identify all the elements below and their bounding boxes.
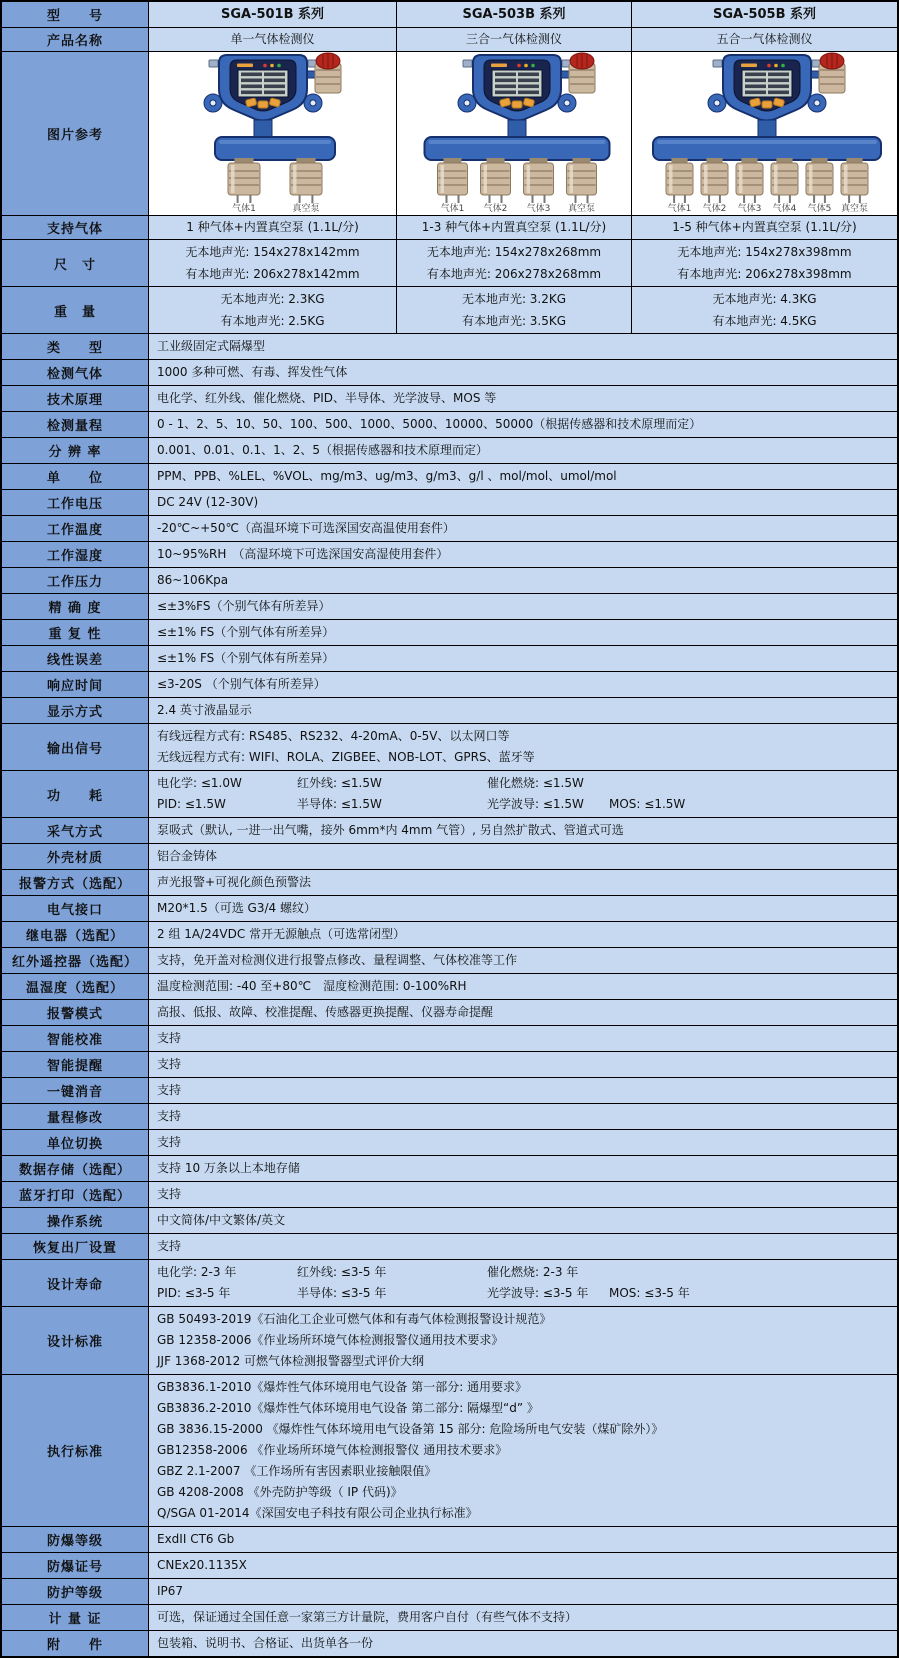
sensor-label: 真空泵: [292, 204, 320, 213]
spec-row: [2, 1604, 897, 1630]
spec-row: [2, 1630, 897, 1656]
row-label: 智能提醒: [2, 1052, 148, 1077]
alarm-beacon-icon: [569, 53, 595, 93]
row-label: 一键消音: [2, 1078, 148, 1103]
product-image: [150, 51, 396, 216]
product-image-cell: [148, 52, 396, 215]
bolt: [713, 60, 722, 67]
alarm-beacon-icon: [315, 53, 341, 93]
spec-row: [2, 593, 897, 619]
spec-row: [2, 1181, 897, 1207]
spec-value-cell: 声光报警+可视化颜色预警法: [148, 870, 897, 895]
spec-value-cell: M20*1.5（可选 G3/4 螺纹）: [148, 896, 897, 921]
model-name-cell: SGA-503B 系列: [396, 2, 631, 27]
row-label: 产品名称: [2, 28, 148, 51]
spec-row: [2, 239, 897, 286]
spec-value-cell: GB 50493-2019《石油化工企业可燃气体和有毒气体检测报警设计规范》 GB 12358-2006《作业场所环境气体检测报警仪通用技术要求》 JJF 1368-2012 可燃气体检测报警器型式评价大纲: [148, 1307, 897, 1374]
sensor-cylinder: [771, 158, 798, 213]
sensor-cylinder: [481, 158, 511, 213]
lcd-screen: [492, 70, 542, 97]
spec-row: [2, 1025, 897, 1051]
bolt: [463, 60, 472, 67]
row-label: 单 位: [2, 464, 148, 489]
led-green: [531, 64, 535, 68]
spec-value-cell: 无本地声光: 3.2KG 有本地声光: 3.5KG: [396, 287, 631, 333]
spec-value-cell: ≤±1% FS（个别气体有所差异）: [148, 620, 897, 645]
spec-value-segment: MOS: ≤3-5 年: [609, 1286, 690, 1300]
sensor-cylinder: [524, 158, 554, 213]
spec-value-cell: 可选，保证通过全国任意一家第三方计量院，费用客户自付（有些气体不支持）: [148, 1605, 897, 1630]
spec-row: [2, 869, 897, 895]
spec-value-cell: 86~106Kpa: [148, 568, 897, 593]
row-label: 精 确 度: [2, 594, 148, 619]
spec-row: [2, 1155, 897, 1181]
spec-row: [2, 541, 897, 567]
spec-value-cell: 1000 多种可燃、有毒、挥发性气体: [148, 360, 897, 385]
led-red: [517, 64, 521, 68]
sensor-cylinder: [228, 158, 260, 213]
spec-value-cell: 中文简体/中文繁体/英文: [148, 1208, 897, 1233]
spec-row: [2, 895, 897, 921]
spec-row: [2, 619, 897, 645]
row-label: 工作压力: [2, 568, 148, 593]
spec-value-cell: 五合一气体检测仪: [631, 28, 897, 51]
row-label: 工作湿度: [2, 542, 148, 567]
sensor-cylinder: [567, 158, 597, 213]
spec-value-cell: 三合一气体检测仪: [396, 28, 631, 51]
row-label: 执行标准: [2, 1375, 148, 1526]
spec-row: [2, 215, 897, 239]
gas-detector-illustration: [633, 51, 897, 213]
spec-value-cell: -20℃~+50℃（高温环境下可选深国安高温使用套件）: [148, 516, 897, 541]
row-label: 继电器（选配）: [2, 922, 148, 947]
sensor-label: 气体3: [526, 204, 551, 213]
row-label: 图片参考: [2, 52, 148, 215]
product-image: [398, 51, 631, 216]
row-label: 恢复出厂设置: [2, 1234, 148, 1259]
spec-value-cell: 支持: [148, 1026, 897, 1051]
spec-value-segment: 半导体: ≤1.5W: [297, 797, 382, 811]
spec-value-segment: 电化学: ≤1.0W: [157, 776, 242, 790]
spec-value-cell: 支持，免开盖对检测仪进行报警点修改、量程调整、气体校准等工作: [148, 948, 897, 973]
spec-row: [2, 1077, 897, 1103]
led-green: [277, 64, 281, 68]
row-label: 附 件: [2, 1631, 148, 1656]
spec-row: [2, 947, 897, 973]
spec-row: [2, 697, 897, 723]
spec-value-cell: 无本地声光: 2.3KG 有本地声光: 2.5KG: [148, 287, 396, 333]
sensor-manifold: [215, 137, 335, 160]
row-label: 采气方式: [2, 818, 148, 843]
sensor-label: 气体2: [702, 204, 727, 213]
row-label: 报警方式（选配）: [2, 870, 148, 895]
spec-row: [2, 27, 897, 51]
product-image-cell: [631, 52, 897, 215]
spec-value-cell: 无本地声光: 154x278x142mm 有本地声光: 206x278x142mm: [148, 240, 396, 286]
spec-value-cell: 10~95%RH （高湿环境下可选深国安高湿使用套件）: [148, 542, 897, 567]
row-label: 检测气体: [2, 360, 148, 385]
spec-row: [2, 973, 897, 999]
spec-value-cell: DC 24V (12-30V): [148, 490, 897, 515]
spec-row: [2, 1129, 897, 1155]
led-yellow: [774, 64, 778, 68]
spec-row: [2, 723, 897, 770]
sensor-label: 气体4: [772, 204, 797, 213]
spec-value-cell: CNEx20.1135X: [148, 1553, 897, 1578]
product-image-cell: [396, 52, 631, 215]
spec-row: [2, 51, 897, 215]
spec-row: [2, 671, 897, 697]
lcd-screen: [742, 70, 792, 97]
row-label: 检测量程: [2, 412, 148, 437]
lcd-screen: [238, 70, 288, 97]
row-label: 计 量 证: [2, 1605, 148, 1630]
alarm-beacon-icon: [819, 53, 845, 93]
row-label: 重 复 性: [2, 620, 148, 645]
led-red: [767, 64, 771, 68]
model-name-cell: SGA-505B 系列: [631, 2, 897, 27]
spec-value-cell: 支持: [148, 1182, 897, 1207]
gas-detector-illustration: [150, 51, 396, 213]
spec-value-segment: 催化燃烧: 2-3 年: [487, 1265, 579, 1279]
spec-row: [2, 567, 897, 593]
row-label: 类 型: [2, 334, 148, 359]
sensor-label: 真空泵: [840, 204, 869, 213]
spec-value-cell: 温度检测范围: -40 至+80℃ 湿度检测范围: 0-100%RH: [148, 974, 897, 999]
spec-value-cell: 支持: [148, 1104, 897, 1129]
spec-value-cell: ExdII CT6 Gb: [148, 1527, 897, 1552]
spec-value-segment: PID: ≤1.5W: [157, 797, 226, 811]
row-label: 报警模式: [2, 1000, 148, 1025]
row-label: 量程修改: [2, 1104, 148, 1129]
spec-value-cell: 支持 10 万条以上本地存储: [148, 1156, 897, 1181]
row-label: 设计标准: [2, 1307, 148, 1374]
spec-row: [2, 1578, 897, 1604]
row-label: 工作温度: [2, 516, 148, 541]
spec-value-cell: 无本地声光: 154x278x268mm 有本地声光: 206x278x268mm: [396, 240, 631, 286]
sensor-cylinder: [806, 158, 833, 213]
spec-value-cell: 2.4 英寸液晶显示: [148, 698, 897, 723]
spec-value-cell: 无本地声光: 154x278x398mm 有本地声光: 206x278x398mm: [631, 240, 897, 286]
sensor-label: 气体3: [737, 204, 762, 213]
spec-value-cell: 包装箱、说明书、合格证、出货单各一份: [148, 1631, 897, 1656]
row-label: 红外遥控器（选配）: [2, 948, 148, 973]
model-name-cell: SGA-501B 系列: [148, 2, 396, 27]
row-label: 外壳材质: [2, 844, 148, 869]
spec-value-cell: [148, 1260, 897, 1306]
spec-row: [2, 1051, 897, 1077]
spec-value-cell: 支持: [148, 1234, 897, 1259]
sensor-label: 气体2: [483, 204, 508, 213]
spec-value-segment: PID: ≤3-5 年: [157, 1286, 231, 1300]
spec-value-segment: 半导体: ≤3-5 年: [297, 1286, 387, 1300]
row-label: 分 辨 率: [2, 438, 148, 463]
spec-value-cell: ≤±1% FS（个别气体有所差异）: [148, 646, 897, 671]
spec-row: [2, 286, 897, 333]
sensor-cylinder: [841, 158, 868, 213]
spec-row: [2, 1526, 897, 1552]
spec-value-cell: 2 组 1A/24VDC 常开无源触点（可选常闭型）: [148, 922, 897, 947]
spec-row: [2, 770, 897, 817]
spec-value-cell: 有线远程方式有: RS485、RS232、4-20mA、0-5V、以太网口等 无线远程方式有: WIFI、ROLA、ZIGBEE、NOB-LOT、GPRS、蓝牙等: [148, 724, 897, 770]
spec-value-cell: 支持: [148, 1052, 897, 1077]
spec-row: [2, 645, 897, 671]
spec-value-cell: 无本地声光: 4.3KG 有本地声光: 4.5KG: [631, 287, 897, 333]
spec-value-cell: 高报、低报、故障、校准提醒、传感器更换提醒、仪器寿命提醒: [148, 1000, 897, 1025]
spec-row: [2, 411, 897, 437]
spec-value-cell: 0.001、0.01、0.1、1、2、5（根据传感器和技术原理而定）: [148, 438, 897, 463]
sensor-cylinder: [666, 158, 693, 213]
spec-row: [2, 817, 897, 843]
row-label: 蓝牙打印（选配）: [2, 1182, 148, 1207]
row-label: 技术原理: [2, 386, 148, 411]
row-label: 工作电压: [2, 490, 148, 515]
sensor-cylinder: [736, 158, 763, 213]
spec-row: [2, 1233, 897, 1259]
row-label: 防爆证号: [2, 1553, 148, 1578]
bolt: [209, 60, 218, 67]
spec-row: [2, 999, 897, 1025]
spec-value-cell: 1-5 种气体+内置真空泵 (1.1L/分): [631, 216, 897, 239]
spec-row: [2, 2, 897, 27]
led-red: [263, 64, 267, 68]
spec-value-segment: 催化燃烧: ≤1.5W: [487, 776, 584, 790]
spec-row: [2, 1374, 897, 1526]
row-label: 重 量: [2, 287, 148, 333]
row-label: 响应时间: [2, 672, 148, 697]
spec-value-cell: 泵吸式（默认, 一进一出气嘴，接外 6mm*内 4mm 气管）, 另自然扩散式、管道式可选: [148, 818, 897, 843]
row-label: 操作系统: [2, 1208, 148, 1233]
row-label: 单位切换: [2, 1130, 148, 1155]
spec-row: [2, 515, 897, 541]
sensor-cylinder: [438, 158, 468, 213]
spec-value-cell: 单一气体检测仪: [148, 28, 396, 51]
row-label: 功 耗: [2, 771, 148, 817]
spec-row: [2, 1552, 897, 1578]
sensor-label: 气体1: [440, 204, 465, 213]
row-label: 电气接口: [2, 896, 148, 921]
led-green: [781, 64, 785, 68]
spec-row: [2, 489, 897, 515]
sensor-manifold: [653, 137, 881, 160]
row-label: 线性误差: [2, 646, 148, 671]
spec-row: [2, 843, 897, 869]
spec-value-cell: [148, 771, 897, 817]
spec-value-cell: IP67: [148, 1579, 897, 1604]
row-label: 数据存储（选配）: [2, 1156, 148, 1181]
led-yellow: [270, 64, 274, 68]
sensor-label: 气体5: [807, 204, 832, 213]
spec-value-cell: ≤±3%FS（个别气体有所差异）: [148, 594, 897, 619]
spec-value-cell: PPM、PPB、%LEL、%VOL、mg/m3、ug/m3、g/m3、g/l 、mol/mol、umol/mol: [148, 464, 897, 489]
spec-value-cell: 1 种气体+内置真空泵 (1.1L/分): [148, 216, 396, 239]
sensor-label: 气体1: [667, 204, 692, 213]
row-label: 温湿度（选配）: [2, 974, 148, 999]
spec-value-cell: GB3836.1-2010《爆炸性气体环境用电气设备 第一部分: 通用要求》 GB3836.2-2010《爆炸性气体环境用电气设备 第二部分: 隔爆型“d” 》 GB 3836.15-2000 《爆炸性气体环境用电气设备第 15 部分: 危险场所电气安装（煤矿除外）》 GB12358-2006 《作业场所环境气体检测报警仪 通用技术要求》 GBZ 2.1-2007 《工作场所有害因素职业接触限值》 GB 4208-2008 《外壳防护等级（ IP 代码)》 Q/SGA 01-2014《深国安电子科技有限公司企业执行标准》: [148, 1375, 897, 1526]
row-label: 智能校准: [2, 1026, 148, 1051]
spec-row: [2, 463, 897, 489]
sensor-label: 气体1: [232, 204, 256, 213]
row-label: 支持气体: [2, 216, 148, 239]
sensor-cylinder: [701, 158, 728, 213]
row-label: 防爆等级: [2, 1527, 148, 1552]
spec-row: [2, 359, 897, 385]
spec-row: [2, 385, 897, 411]
spec-value-cell: 支持: [148, 1078, 897, 1103]
spec-row: [2, 921, 897, 947]
spec-value-cell: 0 - 1、2、5、10、50、100、500、1000、5000、10000、50000（根据传感器和技术原理而定）: [148, 412, 897, 437]
spec-value-cell: 电化学、红外线、催化燃烧、PID、半导体、光学波导、MOS 等: [148, 386, 897, 411]
spec-value-segment: 红外线: ≤1.5W: [297, 776, 382, 790]
row-label: 型 号: [2, 2, 148, 27]
row-label: 显示方式: [2, 698, 148, 723]
spec-value-cell: ≤3-20S （个别气体有所差异）: [148, 672, 897, 697]
spec-row: [2, 333, 897, 359]
spec-value-segment: MOS: ≤1.5W: [609, 797, 686, 811]
gas-detector-illustration: [398, 51, 631, 213]
spec-value-segment: 光学波导: ≤1.5W: [487, 797, 584, 811]
spec-value-cell: 1-3 种气体+内置真空泵 (1.1L/分): [396, 216, 631, 239]
led-yellow: [524, 64, 528, 68]
product-image: [633, 51, 897, 216]
spec-value-segment: 电化学: 2-3 年: [157, 1265, 237, 1279]
sensor-label: 真空泵: [567, 204, 596, 213]
spec-value-cell: 铝合金铸体: [148, 844, 897, 869]
sensor-manifold: [425, 137, 610, 160]
row-label: 尺 寸: [2, 240, 148, 286]
row-label: 防护等级: [2, 1579, 148, 1604]
spec-value-cell: 工业级固定式隔爆型: [148, 334, 897, 359]
row-label: 设计寿命: [2, 1260, 148, 1306]
spec-value-segment: 红外线: ≤3-5 年: [297, 1265, 387, 1279]
spec-row: [2, 1103, 897, 1129]
spec-row: [2, 1207, 897, 1233]
spec-row: [2, 437, 897, 463]
sensor-cylinder: [290, 158, 322, 213]
spec-row: [2, 1306, 897, 1374]
row-label: 输出信号: [2, 724, 148, 770]
spec-row: [2, 1259, 897, 1306]
spec-value-segment: 光学波导: ≤3-5 年: [487, 1286, 589, 1300]
spec-value-cell: 支持: [148, 1130, 897, 1155]
